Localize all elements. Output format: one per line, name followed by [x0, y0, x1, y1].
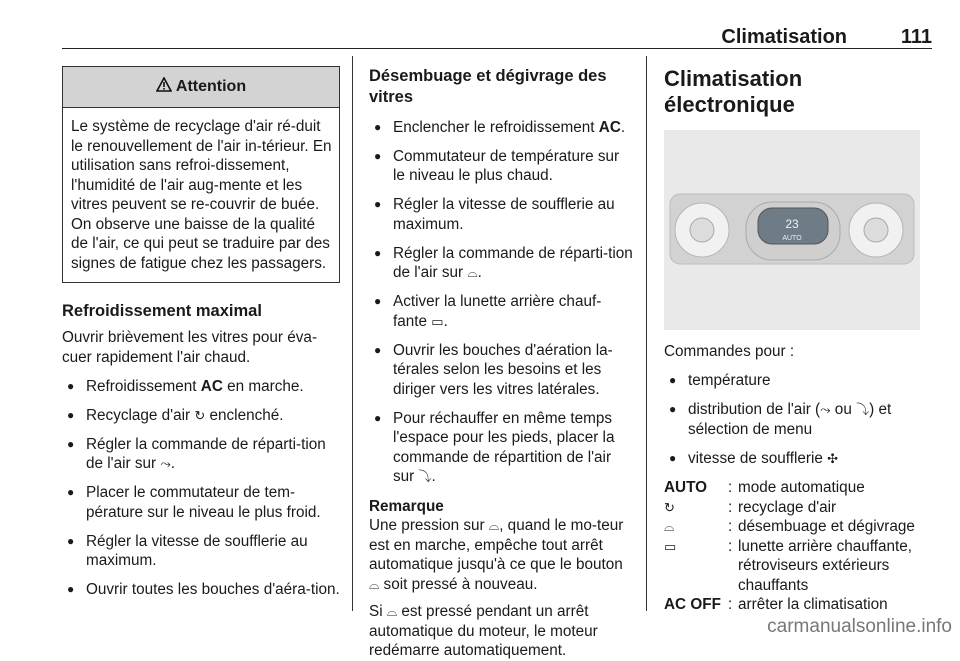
display-temp: 23 — [785, 217, 799, 231]
rear-window-heat-icon: ▭ — [431, 313, 444, 329]
recirculation-icon: ↻ — [664, 499, 675, 515]
column-2 — [369, 66, 635, 661]
recirculation-icon: ↻ — [194, 407, 206, 423]
defrost-icon: ⌓ — [369, 576, 380, 592]
controls-list — [664, 371, 934, 468]
list-item: ● distribution de l'air (⤳ ou ⤵) et sélection de menu — [664, 400, 934, 439]
list-item: ● Pour réchauffer en même temps l'espace pour les pieds, placer la commande de répartition de l'air sur ⤵. — [369, 409, 635, 487]
warning-triangle-icon — [156, 77, 172, 98]
list-item: ● température — [664, 371, 934, 391]
attention-box — [62, 66, 340, 283]
section-heading: Désembuage et dégivrage des vitres — [369, 67, 607, 106]
steps-list — [369, 118, 635, 487]
foot-defrost-icon: ⤵ — [418, 469, 432, 484]
attention-label: Attention — [175, 78, 247, 96]
list-item: ● Recyclage d'air ↻ enclenché. — [62, 406, 340, 426]
section-heading: Refroidissement maximal — [62, 302, 262, 320]
list-item: ● Refroidissement AC en marche. — [62, 377, 340, 397]
page-header — [62, 26, 932, 49]
list-item: ● Placer le commutateur de tem-pérature sur le niveau le plus froid. — [62, 483, 340, 522]
list-item: ● Enclencher le refroidissement AC. — [369, 118, 635, 138]
list-item: ● Régler la commande de réparti-tion de l'air sur ⌓. — [369, 244, 635, 283]
list-item: ● Régler la commande de réparti-tion de l'air sur ⤳. — [62, 435, 340, 474]
column-1 — [62, 66, 340, 600]
defrost-icon: ⌓ — [664, 519, 675, 534]
definition-list: AUTO : mode automatique ↻ : recyclage d'air ⌓ : désembuage et dégivrage ▭ : lunette arrière chauffante, rétroviseurs extérieurs chauffants AC OFF : arrêter la climatisation — [664, 479, 915, 613]
list-item: ● Activer la lunette arrière chauf-fante ▭. — [369, 292, 635, 331]
list-item: ● Commutateur de température sur le niveau le plus chaud. — [369, 147, 635, 186]
display-mode: AUTO — [782, 235, 802, 242]
note-text: Si ⌓ est pressé pendant un arrêt automatique du moteur, le moteur redémarre automatiquement. — [369, 603, 598, 659]
note-label: Remarque — [369, 497, 444, 515]
foot-defrost-icon: ⤵ — [856, 402, 870, 417]
steps-list — [62, 377, 340, 600]
list-item: ● Régler la vitesse de soufflerie au maximum. — [62, 532, 340, 571]
air-distribution-icon: ⤳ — [820, 402, 831, 417]
controls-intro: Commandes pour : — [664, 343, 795, 360]
attention-header — [63, 67, 339, 108]
list-item: ● vitesse de soufflerie ✣ — [664, 449, 934, 469]
defrost-icon: ⌓ — [386, 604, 398, 619]
list-item: ● Régler la vitesse de soufflerie au maximum. — [369, 195, 635, 234]
page-title: Climatisation — [721, 26, 847, 48]
list-item: ● Ouvrir les bouches d'aération la-térales selon les besoins et les diriger vers les vitres latérales. — [369, 341, 635, 400]
section-heading: Climatisation électronique — [664, 66, 803, 117]
page-number: 111 — [900, 26, 932, 48]
fan-icon: ✣ — [827, 450, 839, 466]
air-distribution-icon: ⤳ — [160, 456, 171, 471]
column-divider — [646, 56, 647, 611]
defrost-icon: ⌓ — [467, 265, 478, 280]
note-text: Une pression sur ⌓, quand le mo-teur est en marche, empêche tout arrêt automatique jusqu'à ce que le bouton ⌓ soit pressé à nouveau. — [369, 517, 624, 593]
attention-text: Le système de recyclage d'air ré-duit le renouvellement de l'air in-térieur. En utilisation sans refroi-dissement, l'humidité de l'air aug-mente et les vitres peuvent se re-couvrir de buée. On observe une baisse de la qualité de l'air, ce qui peut se traduire par des signes de fatigue chez les passagers. — [71, 118, 332, 272]
climate-panel-photo — [664, 130, 920, 330]
intro-text: Ouvrir brièvement les vitres pour éva-cuer rapidement l'air chaud. — [62, 329, 318, 366]
defrost-icon: ⌓ — [488, 518, 500, 533]
list-item: ● Ouvrir toutes les bouches d'aéra-tion. — [62, 580, 340, 600]
watermark: carmanualsonline.info — [767, 616, 952, 637]
column-divider — [352, 56, 353, 611]
rear-window-heat-icon: ▭ — [664, 538, 677, 554]
column-3 — [664, 66, 934, 615]
